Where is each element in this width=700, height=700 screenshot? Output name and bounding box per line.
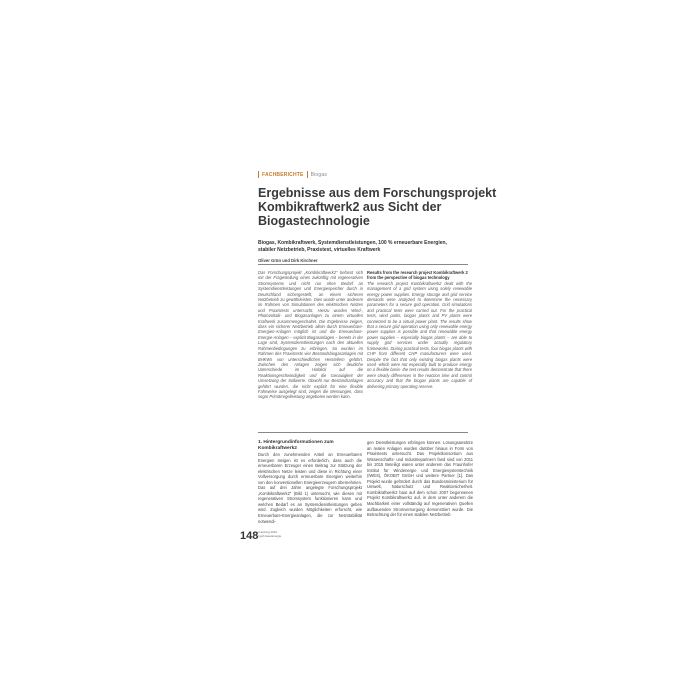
section-heading xyxy=(258,440,362,452)
body-column-2: gen Dienstleistungen erbringen können. Lösungsansätze an realen Anlagen wurden darüber hinaus in Form von Praxistests untersucht. Das Projektkonsortium aus Wissenschafts- und Industriepartnern fand sind von 2011 bis 2015 Beteiligt waren unter anderem das Fraunhofer Institut für Windenergie und Energiesystemtechnik (IWES), ÖKOBIT GmbH und weitere Partner [1]. Das Projekt wurde gefördert durch das Bundesministerium für Umwelt, Naturschutz und Reaktorsicherheit. Kombikraftwerk2 baut auf dem schon 2007 begonnenen Projekt Kombikraftwerk1 auf, in dem unter anderem die Machbarkeit einer vollständig auf regenerativen Quellen aufbauenden Stromversorgung demonstriert wurde. Die Betrachtung der für einen stabilen Netzbetrieb xyxy=(367,440,473,518)
section-heading-line: Kombikraftwerk2 xyxy=(258,446,297,451)
body-column-1 xyxy=(258,440,362,524)
section-heading-line: 1. Hintergrundinformationen zum xyxy=(258,440,334,445)
title-line: Ergebnisse aus dem Forschungsprojekt xyxy=(258,186,497,200)
divider xyxy=(258,432,468,433)
section-tag xyxy=(258,171,327,178)
title-line: Biogastechnologie xyxy=(258,214,370,228)
title-line: Kombikraftwerk2 aus Sicht der xyxy=(258,200,442,214)
article-title xyxy=(258,186,498,228)
keywords-line: Biogas, Kombikraftwerk, Systemdienstleistungen, 100 % erneuerbare Energien, xyxy=(258,240,447,246)
keywords-line: stabiler Netzbetrieb, Praxistest, virtuelles Kraftwerk xyxy=(258,246,381,253)
section-label: FACHBERICHTE xyxy=(262,171,304,178)
subsection-label: Biogas xyxy=(310,171,328,178)
page-number: 148 xyxy=(240,530,259,542)
authors: Oliver Grün und Dirk Kirchner xyxy=(258,258,318,263)
section-rule xyxy=(258,171,259,178)
abstract-english xyxy=(367,270,472,389)
abstract-german: Das Forschungsprojekt „Kombikraftwerk2“ befasst sich mit der Fragestellung eines zukünftig mit regenerativen Stromsystems und nicht nur ohne Bedarf an Systemdienstleistungen und Energiespeicher durch in Deutschland sichergestellt, an einem sicheren Netzbetrieb zu gewährleisten. Dies wurde unter anderem im Rahmen von Simulationen des elektrischen Netzes und Praxistests untersucht. Hierzu wurden Wind-, Photovoltaik- und Biogasanlagen zu einem virtuellen Kraftwerk zusammengeschaltet. Die Ergebnisse zeigen, dass ein sicherer Netzbetrieb allein durch Erneuerbare-Energien-Anlagen möglich ist und die Erneuerbare-Energie-Anlagen – explizit Biogasanlagen – bereits in der Lage sind, Systemdienstleistungen nach den aktuellen Rahmenbedingungen zu erbringen. So wurden im Rahmen des Praxistests vier Bestandsbiogasanlagen mit BHKWs von unterschiedlichen Herstellern geführt. Zwischen den Anlagen zeigen sich deutliche Unterschiede im Hinblick auf die Reaktionsgeschwindigkeit und die Genauigkeit der Umsetzung der Sollwerte. Obwohl nur Bestandsanlagen geführt wurden, die nicht explizit für eine flexible Fahrweise ausgelegt sind, zeigen die Messungen, dass sogar Primärregelleistung angeboten werden kann. xyxy=(258,270,363,400)
divider xyxy=(258,264,468,265)
keywords xyxy=(258,240,448,253)
section-rule xyxy=(307,171,308,178)
abstract-english-title xyxy=(367,270,472,281)
issue-line: | Heizung 2016 xyxy=(258,530,277,534)
abstract-english-title-line: from the perspective of biogas technology xyxy=(367,275,450,281)
abstract-english-text: The research project Kombikraftwerk2 dealt with the management of a grid system using solely renewable energy power supplies. Energy storage and grid service demands were analyzed to determine the necessary parameters for a secure grid operation. Grid simulations and practical tests were carried out. For the practical tests, wind parks, biogas plants and PV plants were connected to be a virtual power plant. The results show that a secure grid operation using only renewable energy power supplies is possible and that renewable energy power supplies – especially biogas plants – are able to supply grid services under actually regulatory frameworks. During practical tests, four biogas plants with CHP from different CHP manufacturers were used. Despite the fact that only existing biogas plants were used -which were not especially built to produce energy on a flexible basis- the test results demonstrate that there were clearly differences in the reaction time and control accuracy and that the biogas plants are capable of delivering primary operating reserve. xyxy=(367,280,472,389)
issue-line: | gwf-Gas+Energie xyxy=(258,533,282,538)
abstract-english-title-line: Results from the research project Kombikraftwerk 2 xyxy=(367,270,468,275)
body-text: Durch den zunehmenden Anteil an Erneuerbaren Energien steigen ist es erforderlich, dass auch die erneuerbaren Erzeuger einen Beitrag zur Stützung der elektrischen Netze leisten und diese in Richtung einer Vollversorgung durch erneuerbare Energien weiterhin von den konventionellen Energieerzeugern übernehmen. Das auf drei Jahre angelegte Forschungsprojekt „Kombikraftwerk2“ (Bild 1) untersucht, wie dieses mit regenerativen Stromsystem funktionieren kann und welchen Bedarf es an Systemdienstleistungen geben wird. Zugleich wurden Möglichkeiten erforscht, wie Erneuerbare-Energieanlagen, die zur Netzstabilität notwendi- xyxy=(258,452,362,524)
issue-info xyxy=(258,531,281,538)
